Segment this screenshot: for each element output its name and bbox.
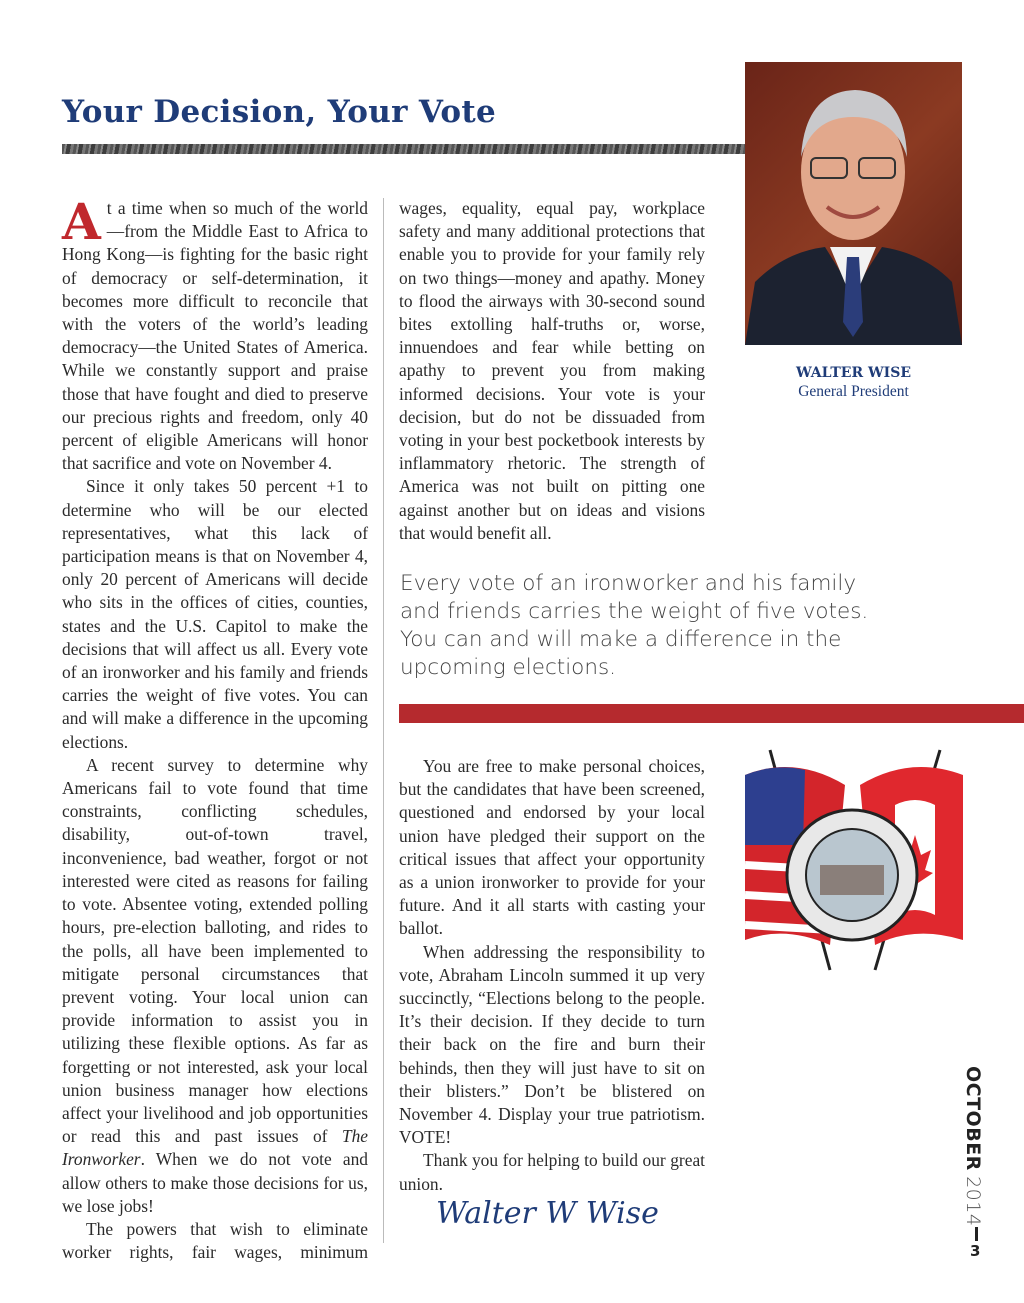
column-divider (383, 198, 384, 1243)
issue-month: OCTOBER (962, 1066, 984, 1171)
pull-quote: Every vote of an ironworker and his family and friends carries the weight of five votes. You can and will make a difference in the upcoming elections. (400, 571, 869, 680)
paragraph (62, 192, 368, 475)
paragraph: You are free to make personal choices, but the candidates that have been screened, questioned and endorsed by your local union have pledged their support on the critical issues that affect your opportunity as a union ironworker to provide for your future. And it all starts with casting your ballot. (399, 756, 705, 939)
signature: Walter W Wise (436, 1196, 659, 1231)
paragraph: Since it only takes 50 percent +1 to determine who will be our elected representatives, what this lack of participation means is that on November 4, only 20 percent of Americans will decide who sits in the offices of cities, counties, states and the U.S. Capitol to make the decisions that will affect us all. Every vote of an ironworker and his family and friends carries the weight of five votes. You can and will make a difference in the upcoming elections. (62, 476, 368, 752)
paragraph: Thank you for helping to build our great union. (399, 1150, 705, 1194)
issue-date (962, 1066, 984, 1226)
publication-title: The Ironworker (62, 1126, 368, 1170)
page-number: 3 (970, 1242, 981, 1260)
paragraph-text: A recent survey to determine why Americans fail to vote found that time constraints, conflicting schedules, disability, out-of-town travel, inconvenience, bad weather, forgot or not interested were cited as reasons for failing to vote. Absentee voting, extended polling hours, pre-election balloting, and rides to the polls, all have been implemented to mitigate personal circumstances that prevent voting. Your local union can provide information to assist you in utilizing these flexible options. As far as forgetting or not interested, ask your local union business manager how elections affect your livelihood and job opportunities or read this and past issues of (62, 754, 368, 1147)
author-role: General President (798, 383, 909, 400)
paragraph: When addressing the responsibility to vote, Abraham Lincoln summed it up very succinctly, “Elections belong to the people. It’s their decision. If they decide to turn their back on the fire and burn their behinds, then they will just have to sit on their blisters.” Don’t be blistered on November 4. Display your true patriotism. VOTE! (399, 941, 705, 1148)
paragraph-text: . When we do not vote and allow others to make those decisions for us, we lose jobs! (62, 1149, 368, 1216)
page-separator (975, 1227, 978, 1241)
drop-cap: A (62, 192, 101, 251)
paragraph: The powers that wish to eliminate worker rights, fair wages, minimum (62, 1218, 368, 1263)
portrait-caption (745, 365, 962, 401)
column-2-top (399, 197, 705, 545)
union-flags-emblem (735, 745, 970, 975)
column-2-bottom (399, 755, 705, 1196)
column-1 (62, 192, 368, 1264)
paragraph-text: t a time when so much of the world—from the Middle East to Africa to Hong Kong—is fighting for the basic right of democracy or self-determination, it becomes more difficult to reconcile that with the voters of the world’s leading democracy—the United States of America. While we constantly support and praise those that have fought and died to preserve our precious rights and freedom, only 40 percent of eligible Americans will honor that sacrifice and vote on November 4. (62, 198, 368, 474)
issue-year: 2014 (962, 1176, 984, 1227)
paragraph: wages, equality, equal pay, workplace safety and many additional protections that enable you to provide for your family rely on two things—money and apathy. Money to flood the airways with 30-second sound bites extolling half-truths or, worse, innuendoes and fear while betting on apathy to prevent you from making informed decisions. Your vote is your decision, but do not be dissuaded from voting in your best pocketbook interests by inflammatory rhetoric. The strength of America was not built on pitting one against another but on ideas and visions that would benefit all. (399, 198, 705, 543)
article-title: Your Decision, Your Vote (62, 94, 496, 130)
author-portrait (745, 62, 962, 345)
red-divider-bar (399, 704, 1024, 723)
header-rule (62, 144, 745, 154)
author-name: WALTER WISE (795, 365, 912, 381)
paragraph (62, 754, 368, 1218)
